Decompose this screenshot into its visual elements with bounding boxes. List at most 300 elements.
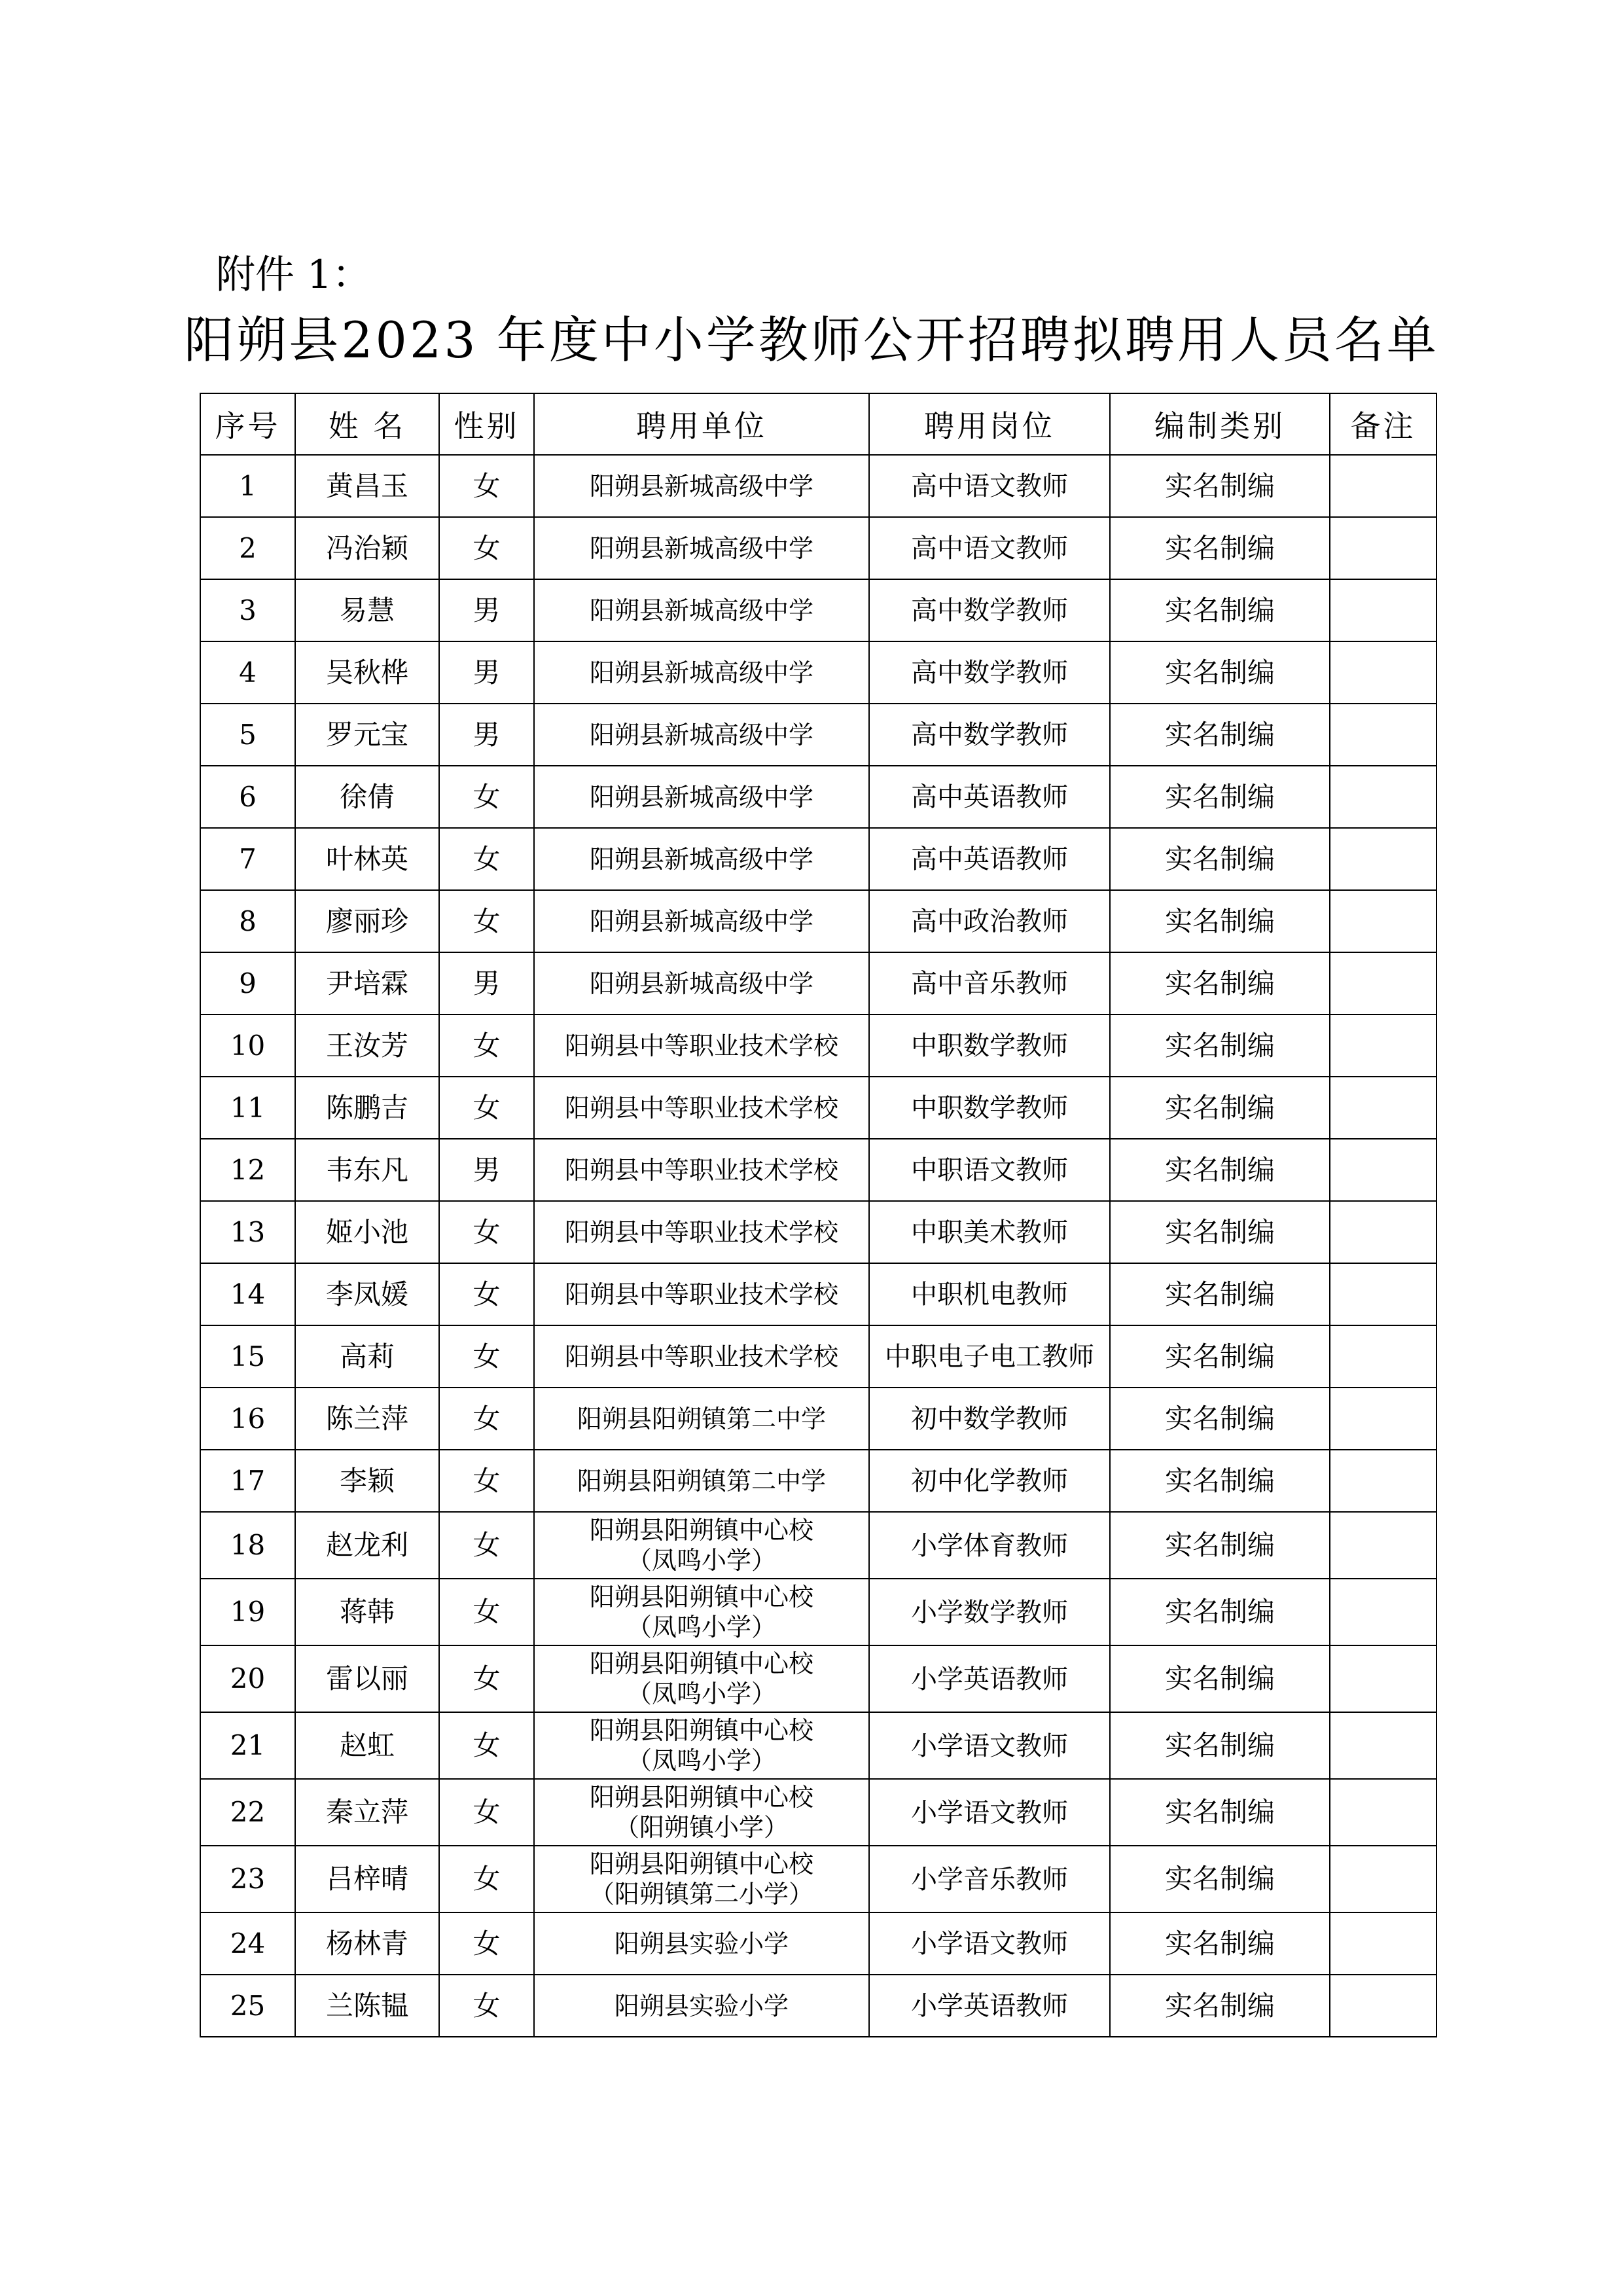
cell-type — [1110, 704, 1330, 766]
cell-post — [869, 641, 1110, 704]
cell-unit — [534, 1450, 869, 1512]
cell-no-text: 6 — [239, 780, 257, 813]
cell-name — [295, 1846, 439, 1912]
table-row — [200, 1014, 1436, 1077]
cell-name-text: 吴秋桦 — [325, 656, 408, 689]
cell-gender-text: 女 — [473, 1989, 501, 2022]
unit-name: 阳朔县阳朔镇中心校 — [589, 1716, 813, 1745]
cell-name — [295, 517, 439, 579]
unit-subname: （凤鸣小学） — [626, 1613, 776, 1641]
table-row — [200, 517, 1436, 579]
cell-unit — [534, 1139, 869, 1201]
cell-post-text: 初中数学教师 — [911, 1404, 1068, 1434]
unit-name: 阳朔县新城高级中学 — [589, 969, 813, 998]
unit-name: 阳朔县阳朔镇中心校 — [589, 1783, 813, 1812]
cell-note — [1330, 1139, 1436, 1201]
cell-gender — [439, 641, 534, 704]
cell-post-text: 初中化学教师 — [911, 1466, 1068, 1496]
cell-note — [1330, 1779, 1436, 1846]
cell-gender-text: 女 — [473, 1596, 501, 1628]
cell-name-text: 赵虹 — [339, 1729, 395, 1761]
cell-gender-text: 男 — [473, 594, 501, 626]
cell-post — [869, 517, 1110, 579]
cell-unit — [534, 1975, 869, 2037]
table-header-row — [200, 393, 1436, 455]
cell-type — [1110, 455, 1330, 517]
cell-unit — [534, 1325, 869, 1388]
cell-no-text: 20 — [230, 1662, 266, 1695]
cell-unit — [534, 704, 869, 766]
cell-gender — [439, 766, 534, 828]
cell-no — [200, 579, 295, 641]
cell-post — [869, 1512, 1110, 1579]
cell-name — [295, 1388, 439, 1450]
cell-name-text: 尹培霖 — [325, 967, 408, 999]
cell-post-text: 小学英语教师 — [911, 1664, 1068, 1695]
cell-gender-text: 女 — [473, 531, 501, 564]
cell-post — [869, 828, 1110, 890]
table-row — [200, 1712, 1436, 1779]
cell-name — [295, 952, 439, 1014]
cell-gender-text: 女 — [473, 1796, 501, 1828]
cell-unit — [534, 1512, 869, 1579]
cell-note — [1330, 766, 1436, 828]
cell-name — [295, 1263, 439, 1325]
unit-name: 阳朔县阳朔镇第二中学 — [577, 1466, 826, 1496]
cell-name — [295, 1077, 439, 1139]
table-row — [200, 1645, 1436, 1712]
cell-type — [1110, 579, 1330, 641]
cell-gender-text: 女 — [473, 1029, 501, 1062]
cell-type-text: 实名制编 — [1164, 967, 1275, 999]
cell-name-text: 陈兰萍 — [325, 1402, 408, 1435]
cell-type-text: 实名制编 — [1164, 1215, 1275, 1248]
cell-no-text: 23 — [230, 1863, 266, 1895]
cell-gender-text: 男 — [473, 967, 501, 999]
cell-post — [869, 1579, 1110, 1645]
cell-no-text: 16 — [230, 1402, 266, 1435]
cell-note — [1330, 517, 1436, 579]
cell-name-text: 李凤媛 — [325, 1278, 408, 1310]
cell-unit — [534, 1077, 869, 1139]
cell-unit — [534, 579, 869, 641]
cell-no-text: 5 — [239, 718, 257, 751]
cell-unit — [534, 890, 869, 952]
unit-name: 阳朔县阳朔镇中心校 — [589, 1583, 813, 1611]
cell-type-text: 实名制编 — [1164, 1278, 1275, 1310]
unit-name: 阳朔县新城高级中学 — [589, 844, 813, 874]
cell-unit — [534, 1201, 869, 1263]
unit-name: 阳朔县新城高级中学 — [589, 782, 813, 812]
cell-type — [1110, 890, 1330, 952]
cell-name-text: 陈鹏吉 — [325, 1091, 408, 1124]
cell-post-text: 中职美术教师 — [911, 1217, 1068, 1247]
cell-no-text: 10 — [230, 1029, 266, 1062]
cell-unit — [534, 952, 869, 1014]
cell-type-text: 实名制编 — [1164, 1596, 1275, 1628]
cell-gender-text: 女 — [473, 1402, 501, 1435]
cell-gender — [439, 1846, 534, 1912]
cell-post-text: 小学语文教师 — [911, 1797, 1068, 1828]
attachment-label: 附件 1： — [216, 252, 372, 298]
cell-post — [869, 1975, 1110, 2037]
page-title: 阳朔县2023 年度中小学教师公开招聘拟聘用人员名单 — [184, 311, 1439, 369]
cell-post-text: 小学音乐教师 — [911, 1864, 1068, 1895]
table-row — [200, 641, 1436, 704]
cell-post — [869, 1645, 1110, 1712]
cell-no — [200, 1846, 295, 1912]
cell-no-text: 14 — [230, 1278, 266, 1310]
unit-name: 阳朔县阳朔镇中心校 — [589, 1516, 813, 1545]
cell-type-text: 实名制编 — [1164, 905, 1275, 937]
table-row — [200, 766, 1436, 828]
table-row — [200, 1912, 1436, 1975]
table-row — [200, 890, 1436, 952]
cell-type — [1110, 1975, 1330, 2037]
cell-type — [1110, 766, 1330, 828]
cell-type — [1110, 1779, 1330, 1846]
cell-post — [869, 766, 1110, 828]
cell-type — [1110, 1263, 1330, 1325]
cell-no-text: 12 — [230, 1153, 266, 1186]
cell-name-text: 韦东凡 — [325, 1153, 408, 1186]
cell-gender-text: 女 — [473, 905, 501, 937]
unit-name: 阳朔县实验小学 — [614, 1929, 789, 1958]
cell-note — [1330, 1388, 1436, 1450]
cell-unit — [534, 455, 869, 517]
cell-no-text: 3 — [239, 594, 257, 626]
cell-no-text: 22 — [230, 1796, 266, 1828]
cell-name-text: 杨林青 — [325, 1927, 408, 1960]
cell-note — [1330, 1201, 1436, 1263]
cell-type-text: 实名制编 — [1164, 1464, 1275, 1497]
table-row — [200, 704, 1436, 766]
cell-name-text: 高莉 — [339, 1340, 395, 1372]
cell-post-text: 小学语文教师 — [911, 1731, 1068, 1761]
cell-unit — [534, 1645, 869, 1712]
cell-no-text: 15 — [230, 1340, 266, 1372]
cell-post — [869, 1912, 1110, 1975]
cell-type-text: 实名制编 — [1164, 1529, 1275, 1561]
cell-gender — [439, 952, 534, 1014]
cell-unit — [534, 517, 869, 579]
table-row — [200, 1263, 1436, 1325]
cell-no-text: 2 — [239, 531, 257, 564]
cell-note — [1330, 1712, 1436, 1779]
cell-no-text: 8 — [239, 905, 257, 937]
unit-name: 阳朔县阳朔镇中心校 — [589, 1850, 813, 1878]
cell-post — [869, 1201, 1110, 1263]
column-header-no: 序号 — [200, 393, 295, 455]
cell-no — [200, 1325, 295, 1388]
cell-no — [200, 517, 295, 579]
cell-gender-text: 男 — [473, 718, 501, 751]
cell-post — [869, 1077, 1110, 1139]
cell-name — [295, 1912, 439, 1975]
cell-gender — [439, 1712, 534, 1779]
column-header-gender: 性别 — [439, 393, 534, 455]
cell-gender — [439, 1201, 534, 1263]
cell-type — [1110, 1846, 1330, 1912]
cell-name-text: 冯治颖 — [325, 531, 408, 564]
table-row — [200, 579, 1436, 641]
cell-unit — [534, 1712, 869, 1779]
cell-name-text: 王汝芳 — [325, 1029, 408, 1062]
cell-post — [869, 704, 1110, 766]
cell-unit — [534, 1579, 869, 1645]
cell-post-text: 中职语文教师 — [911, 1155, 1068, 1185]
cell-type — [1110, 1645, 1330, 1712]
cell-name-text: 秦立萍 — [325, 1796, 408, 1828]
cell-note — [1330, 1263, 1436, 1325]
unit-subname: （阳朔镇小学） — [614, 1813, 789, 1842]
cell-name — [295, 1201, 439, 1263]
cell-gender — [439, 1139, 534, 1201]
cell-post-text: 小学数学教师 — [911, 1597, 1068, 1628]
cell-no-text: 9 — [239, 967, 257, 999]
column-header-name: 姓 名 — [295, 393, 439, 455]
cell-post-text: 中职数学教师 — [911, 1093, 1068, 1123]
cell-type-text: 实名制编 — [1164, 469, 1275, 502]
cell-gender-text: 女 — [473, 842, 501, 875]
cell-no — [200, 952, 295, 1014]
cell-no — [200, 1450, 295, 1512]
cell-unit — [534, 641, 869, 704]
cell-post — [869, 1450, 1110, 1512]
table-row — [200, 1512, 1436, 1579]
cell-gender-text: 女 — [473, 469, 501, 502]
cell-post — [869, 1263, 1110, 1325]
cell-note — [1330, 1077, 1436, 1139]
cell-post-text: 高中数学教师 — [911, 658, 1068, 688]
unit-name: 阳朔县中等职业技术学校 — [564, 1155, 838, 1185]
cell-name — [295, 1450, 439, 1512]
cell-gender — [439, 704, 534, 766]
cell-name-text: 易慧 — [339, 594, 395, 626]
cell-type-text: 实名制编 — [1164, 1662, 1275, 1695]
cell-name-text: 姬小池 — [325, 1215, 408, 1248]
cell-no-text: 25 — [230, 1989, 266, 2022]
cell-type — [1110, 1712, 1330, 1779]
cell-no — [200, 828, 295, 890]
table-body — [200, 455, 1436, 2037]
cell-type — [1110, 1077, 1330, 1139]
cell-unit — [534, 828, 869, 890]
cell-note — [1330, 1450, 1436, 1512]
cell-gender — [439, 1014, 534, 1077]
cell-type — [1110, 952, 1330, 1014]
column-header-unit: 聘用单位 — [534, 393, 869, 455]
cell-no-text: 13 — [230, 1215, 266, 1248]
cell-no — [200, 1388, 295, 1450]
cell-post — [869, 890, 1110, 952]
table-row — [200, 455, 1436, 517]
cell-post — [869, 952, 1110, 1014]
cell-unit — [534, 1014, 869, 1077]
cell-no — [200, 1512, 295, 1579]
cell-type — [1110, 1450, 1330, 1512]
cell-gender — [439, 1512, 534, 1579]
cell-unit — [534, 1912, 869, 1975]
cell-gender — [439, 1912, 534, 1975]
table-row — [200, 828, 1436, 890]
cell-type — [1110, 641, 1330, 704]
unit-name: 阳朔县阳朔镇第二中学 — [577, 1404, 826, 1433]
cell-post — [869, 455, 1110, 517]
unit-subname: （阳朔镇第二小学） — [589, 1880, 813, 1909]
cell-no-text: 18 — [230, 1529, 266, 1561]
table-row — [200, 1846, 1436, 1912]
cell-name-text: 雷以丽 — [325, 1662, 408, 1695]
cell-gender-text: 男 — [473, 1153, 501, 1186]
table-row — [200, 1325, 1436, 1388]
unit-name: 阳朔县中等职业技术学校 — [564, 1217, 838, 1247]
cell-unit — [534, 1388, 869, 1450]
cell-type — [1110, 1912, 1330, 1975]
cell-no — [200, 1779, 295, 1846]
cell-type-text: 实名制编 — [1164, 1989, 1275, 2022]
cell-no — [200, 1201, 295, 1263]
cell-type — [1110, 1325, 1330, 1388]
unit-name: 阳朔县中等职业技术学校 — [564, 1031, 838, 1060]
cell-gender — [439, 517, 534, 579]
cell-gender-text: 女 — [473, 1662, 501, 1695]
cell-name-text: 李颖 — [339, 1464, 395, 1497]
cell-gender — [439, 890, 534, 952]
cell-no-text: 17 — [230, 1464, 266, 1497]
cell-gender-text: 男 — [473, 656, 501, 689]
unit-name: 阳朔县新城高级中学 — [589, 533, 813, 563]
cell-no-text: 1 — [239, 469, 257, 502]
unit-name: 阳朔县阳朔镇中心校 — [589, 1649, 813, 1678]
cell-no — [200, 1975, 295, 2037]
cell-no-text: 24 — [230, 1927, 266, 1960]
cell-post-text: 小学英语教师 — [911, 1991, 1068, 2021]
cell-name — [295, 1579, 439, 1645]
cell-gender — [439, 1975, 534, 2037]
cell-post — [869, 1325, 1110, 1388]
table-row — [200, 1579, 1436, 1645]
cell-gender — [439, 828, 534, 890]
cell-no — [200, 1712, 295, 1779]
cell-name — [295, 1975, 439, 2037]
unit-subname: （凤鸣小学） — [626, 1546, 776, 1575]
cell-post-text: 高中语文教师 — [911, 471, 1068, 501]
cell-type — [1110, 1388, 1330, 1450]
cell-no — [200, 1077, 295, 1139]
cell-type-text: 实名制编 — [1164, 656, 1275, 689]
cell-post-text: 高中数学教师 — [911, 720, 1068, 750]
cell-gender — [439, 1779, 534, 1846]
unit-name: 阳朔县中等职业技术学校 — [564, 1280, 838, 1309]
column-header-post: 聘用岗位 — [869, 393, 1110, 455]
cell-name — [295, 1712, 439, 1779]
cell-gender — [439, 1645, 534, 1712]
cell-type-text: 实名制编 — [1164, 1402, 1275, 1435]
table-row — [200, 952, 1436, 1014]
cell-gender-text: 女 — [473, 1215, 501, 1248]
cell-note — [1330, 1512, 1436, 1579]
cell-gender-text: 女 — [473, 1278, 501, 1310]
column-header-type: 编制类别 — [1110, 393, 1330, 455]
cell-post-text: 高中英语教师 — [911, 782, 1068, 812]
cell-name — [295, 455, 439, 517]
cell-unit — [534, 766, 869, 828]
cell-gender-text: 女 — [473, 1340, 501, 1372]
cell-no — [200, 455, 295, 517]
cell-no-text: 11 — [230, 1091, 266, 1124]
cell-type-text: 实名制编 — [1164, 1796, 1275, 1828]
cell-name — [295, 1139, 439, 1201]
cell-note — [1330, 455, 1436, 517]
cell-post — [869, 1139, 1110, 1201]
cell-name-text: 廖丽珍 — [325, 905, 408, 937]
cell-type — [1110, 517, 1330, 579]
cell-no — [200, 766, 295, 828]
cell-note — [1330, 704, 1436, 766]
cell-post — [869, 1846, 1110, 1912]
cell-type-text: 实名制编 — [1164, 1863, 1275, 1895]
cell-no — [200, 1139, 295, 1201]
cell-gender-text: 女 — [473, 1529, 501, 1561]
cell-gender-text: 女 — [473, 1927, 501, 1960]
cell-note — [1330, 1846, 1436, 1912]
cell-type — [1110, 1201, 1330, 1263]
cell-no — [200, 1579, 295, 1645]
cell-name-text: 蒋韩 — [339, 1596, 395, 1628]
cell-type-text: 实名制编 — [1164, 1091, 1275, 1124]
cell-gender — [439, 579, 534, 641]
cell-post-text: 中职数学教师 — [911, 1031, 1068, 1061]
cell-name — [295, 579, 439, 641]
cell-post-text: 小学体育教师 — [911, 1530, 1068, 1561]
cell-post-text: 高中英语教师 — [911, 844, 1068, 874]
cell-name — [295, 1325, 439, 1388]
table-row — [200, 1975, 1436, 2037]
cell-note — [1330, 1014, 1436, 1077]
cell-name — [295, 1014, 439, 1077]
cell-name — [295, 766, 439, 828]
cell-post — [869, 579, 1110, 641]
cell-type-text: 实名制编 — [1164, 1029, 1275, 1062]
unit-name: 阳朔县新城高级中学 — [589, 596, 813, 625]
cell-name — [295, 1512, 439, 1579]
cell-type-text: 实名制编 — [1164, 842, 1275, 875]
cell-note — [1330, 1912, 1436, 1975]
cell-name-text: 吕梓晴 — [325, 1863, 408, 1895]
cell-type-text: 实名制编 — [1164, 1153, 1275, 1186]
cell-name-text: 赵龙利 — [325, 1529, 408, 1561]
cell-post-text: 中职电子电工教师 — [885, 1342, 1094, 1372]
cell-gender — [439, 1579, 534, 1645]
cell-gender-text: 女 — [473, 1464, 501, 1497]
cell-post — [869, 1388, 1110, 1450]
cell-type — [1110, 828, 1330, 890]
cell-no-text: 7 — [239, 842, 257, 875]
cell-gender — [439, 1388, 534, 1450]
cell-type-text: 实名制编 — [1164, 718, 1275, 751]
cell-name — [295, 1779, 439, 1846]
cell-unit — [534, 1846, 869, 1912]
cell-no — [200, 641, 295, 704]
cell-no — [200, 1014, 295, 1077]
cell-gender-text: 女 — [473, 1863, 501, 1895]
cell-name — [295, 641, 439, 704]
cell-no — [200, 704, 295, 766]
cell-note — [1330, 579, 1436, 641]
cell-post-text: 高中数学教师 — [911, 596, 1068, 626]
cell-unit — [534, 1263, 869, 1325]
